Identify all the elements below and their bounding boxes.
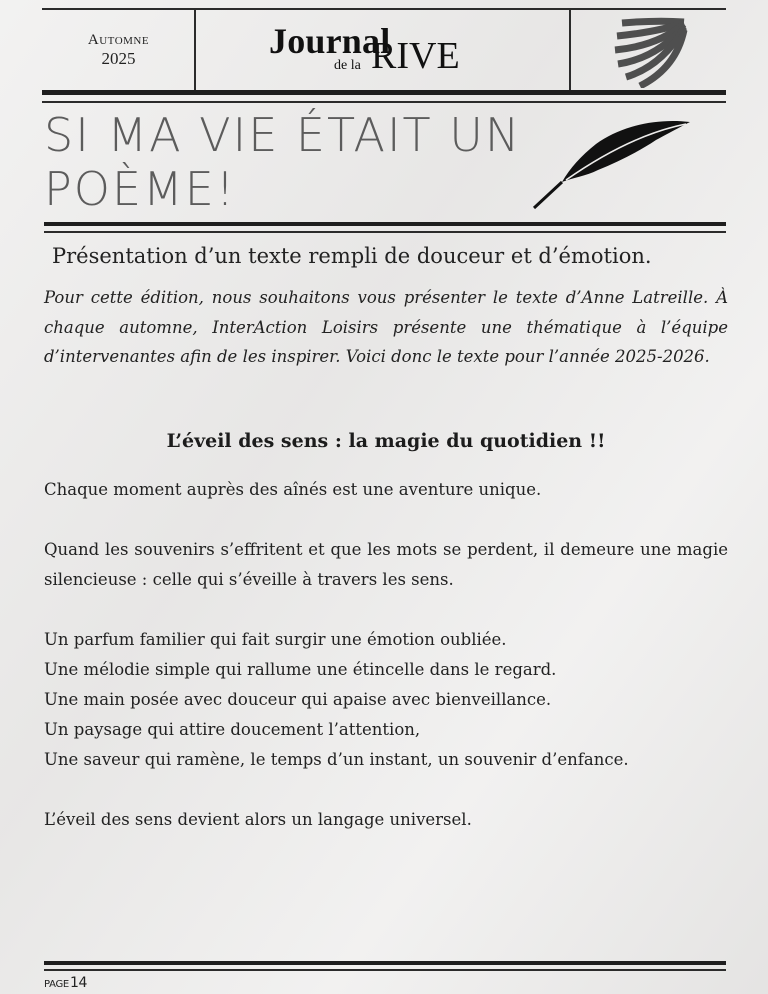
year-label: 2025 (101, 49, 136, 68)
poem-line: Un paysage qui attire doucement l’attention, (44, 720, 421, 739)
article-subtitle: Présentation d’un texte rempli de douceur et d’émotion. (52, 244, 652, 268)
brand-rive: RIVE (371, 35, 460, 77)
page-number-value: 14 (69, 975, 88, 991)
quill-feather-icon (526, 116, 694, 212)
issue-season (42, 10, 195, 90)
title-thin-rule (44, 231, 726, 233)
poem-line: L’éveil des sens devient alors un langage universel. (44, 810, 472, 829)
poem-line: Une saveur qui ramène, le temps d’un instant, un souvenir d’enfance. (44, 750, 629, 769)
page-number (44, 975, 87, 991)
poem-heading: L’éveil des sens : la magie du quotidien !! (166, 430, 606, 452)
poem-line: Un parfum familier qui fait surgir une émotion oubliée. (44, 630, 507, 649)
article-intro: Pour cette édition, nous souhaitons vous présenter le texte d’Anne Latreille. À chaque automne, InterAction Loisirs présente une thématique à l’équipe d’intervenantes afin de les inspirer. Voici donc le texte pour l’année 2025-2026. (44, 288, 728, 366)
title-thick-rule (44, 222, 726, 226)
brand-dela: de la (334, 58, 361, 73)
masthead-brand (196, 10, 570, 90)
poem-body (44, 475, 728, 835)
poem-line: Une main posée avec douceur qui apaise avec bienveillance. (44, 690, 552, 709)
poem-line: Quand les souvenirs s’effritent et que les mots se perdent, il demeure une magie silencieuse : celle qui s’éveille à travers les sens. (44, 540, 728, 589)
striped-shield-logo-icon (612, 14, 692, 88)
poem-line: Une mélodie simple qui rallume une étincelle dans le regard. (44, 660, 557, 679)
footer-thin-rule (44, 969, 726, 971)
header-bottom-thick-rule (42, 90, 726, 95)
poem-line: Chaque moment auprès des aînés est une aventure unique. (44, 480, 542, 499)
page-label: PAGE (44, 979, 69, 990)
header-bottom-thin-rule (42, 101, 726, 103)
footer-thick-rule (44, 961, 726, 965)
season-label: Automne (87, 32, 150, 48)
article-title: SI MA VIE ÉTAIT UN POÈME! (44, 108, 522, 216)
brand-journal: Journal (269, 21, 391, 61)
